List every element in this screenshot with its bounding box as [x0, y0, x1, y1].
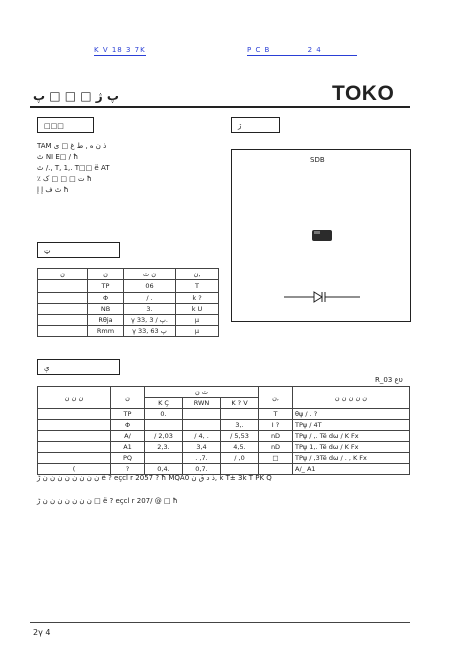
column-group-header: ٽ ن: [145, 387, 259, 398]
package-outline-box: [231, 149, 411, 322]
table-cell: TP: [111, 409, 145, 420]
table-cell: A/_ A1: [293, 464, 410, 475]
table-cell: / 4, .: [183, 431, 221, 442]
table-cell: nD: [259, 431, 293, 442]
table-cell: TPψ 1,. Të dω / K Fx: [293, 442, 410, 453]
table-cell: 06: [124, 280, 176, 293]
table-cell: [221, 409, 259, 420]
table-row: [38, 453, 410, 464]
table-cell: TPψ / ,3Të dω / . , K Fx: [293, 453, 410, 464]
table-cell: / .: [124, 293, 176, 304]
table-cell: [38, 326, 88, 337]
table-cell: / ,0: [221, 453, 259, 464]
column-header: ن ن ن: [38, 387, 111, 409]
table-row: [38, 326, 219, 337]
table-cell: 3.: [124, 304, 176, 315]
table-cell: 4,5.: [221, 442, 259, 453]
table-cell: [38, 293, 88, 304]
column-header: RWN: [183, 398, 221, 409]
column-header: ن: [111, 387, 145, 409]
table-cell: γ 33, پ / 3.: [124, 315, 176, 326]
table-cell: 0.: [145, 409, 183, 420]
abs-max-section-label: ټ: [37, 242, 120, 258]
table-cell: [38, 442, 111, 453]
table-cell: [259, 464, 293, 475]
footer-rule: [30, 622, 410, 623]
column-header: ن,: [176, 269, 219, 280]
column-header: ن ٽ: [124, 269, 176, 280]
column-header: K Ç: [145, 398, 183, 409]
table-cell: [38, 409, 111, 420]
table-cell: μ: [176, 326, 219, 337]
diode-symbol-icon: [284, 290, 360, 304]
table-cell: Φ: [111, 420, 145, 431]
table-row: [38, 409, 410, 420]
table-header-row: [38, 269, 219, 280]
package-section-label: ژ: [231, 117, 280, 133]
table-cell: [38, 420, 111, 431]
page-ref: 2 4: [307, 46, 322, 54]
title-rule: [30, 106, 410, 108]
page-number: 2γ 4: [33, 628, 51, 637]
table-cell: I ?: [259, 420, 293, 431]
table-cell: PQ: [111, 453, 145, 464]
table-cell: / 2,03: [145, 431, 183, 442]
table-cell: TPψ / 4T: [293, 420, 410, 431]
table-cell: Φ: [88, 293, 124, 304]
table-cell: T: [176, 280, 219, 293]
toko-logo: TOKO: [332, 82, 395, 105]
table-cell: k ?: [176, 293, 219, 304]
feature-line: ٹ /., T, 1,. T□□ ë AT: [37, 164, 110, 172]
table-cell: [38, 453, 111, 464]
feature-line: TAM ذ ن ه , ط غ □ ی: [37, 142, 107, 150]
table-cell: A/: [111, 431, 145, 442]
table-cell: γ 33, پ 63: [124, 326, 176, 337]
table-cell: [183, 409, 221, 420]
table-row: [38, 280, 219, 293]
table-cell: [38, 431, 111, 442]
table-cell: / 5,53: [221, 431, 259, 442]
footnote: ن ن ن ن ن ن ن ن ڑ ë ? eçcl r 2057 ? ħ MQAذ د ق ن 0, k T± 3k T PK Q: [37, 474, 272, 482]
table-cell: [183, 420, 221, 431]
table-cell: [38, 315, 88, 326]
table-cell: . ,7.: [183, 453, 221, 464]
feature-line: ٪ ت □ □ □ ک ħ: [37, 175, 92, 183]
footnote: ن ن ن ن ن ن ن ڑ □ ë ? eçcl r 207/ @ □ ħ: [37, 497, 178, 505]
table-row: [38, 293, 219, 304]
table-cell: [38, 304, 88, 315]
features-section-label: □□□: [37, 117, 94, 133]
table-cell: 0,7.: [183, 464, 221, 475]
table-cell: k U: [176, 304, 219, 315]
pcb-label: P C B: [247, 46, 271, 54]
abs-max-table: [37, 268, 219, 337]
column-header: ن: [38, 269, 88, 280]
table-cell: TPψ / ,. Të dω / K Fx: [293, 431, 410, 442]
table-cell: 0,4.: [145, 464, 183, 475]
column-header: ن,: [259, 387, 293, 409]
table-row: [38, 420, 410, 431]
table-cell: □: [259, 453, 293, 464]
table-cell: Rmm: [88, 326, 124, 337]
table-cell: [221, 464, 259, 475]
table-cell: 2,3.: [145, 442, 183, 453]
pcb-link[interactable]: [247, 46, 357, 56]
column-header: ن ن ن ن ن: [293, 387, 410, 409]
table-row: [38, 304, 219, 315]
elec-char-table: [37, 386, 410, 475]
table-row: [38, 464, 410, 475]
package-name: SDB: [310, 156, 325, 164]
table-cell: 3,4: [183, 442, 221, 453]
table-row: [38, 315, 219, 326]
product-title: پ ژ □ □ □ پ: [33, 89, 119, 103]
table-cell: T: [259, 409, 293, 420]
table-row: [38, 431, 410, 442]
package-chip-icon: [312, 230, 332, 241]
elec-condition-note: R_ع 03υ: [375, 376, 403, 384]
feature-line: ٹ ف إ إ ħ: [37, 186, 69, 194]
table-cell: A1: [111, 442, 145, 453]
table-cell: θψ / . ?: [293, 409, 410, 420]
table-cell: [145, 453, 183, 464]
table-cell: 3,.: [221, 420, 259, 431]
column-header: ن: [88, 269, 124, 280]
table-cell: TP: [88, 280, 124, 293]
doc-code-link[interactable]: K V 18 3 7K: [94, 46, 146, 54]
table-cell: Rθja: [88, 315, 124, 326]
column-header: K ? V: [221, 398, 259, 409]
table-cell: [38, 280, 88, 293]
table-cell: ?: [111, 464, 145, 475]
table-cell: [145, 420, 183, 431]
feature-line: ٹ NI E□ / ħ: [37, 153, 79, 161]
table-cell: μ: [176, 315, 219, 326]
table-cell: NB: [88, 304, 124, 315]
table-row: [38, 442, 410, 453]
table-cell: (: [38, 464, 111, 475]
elec-section-label: ې: [37, 359, 120, 375]
table-header-row: [38, 387, 410, 398]
table-cell: nD: [259, 442, 293, 453]
